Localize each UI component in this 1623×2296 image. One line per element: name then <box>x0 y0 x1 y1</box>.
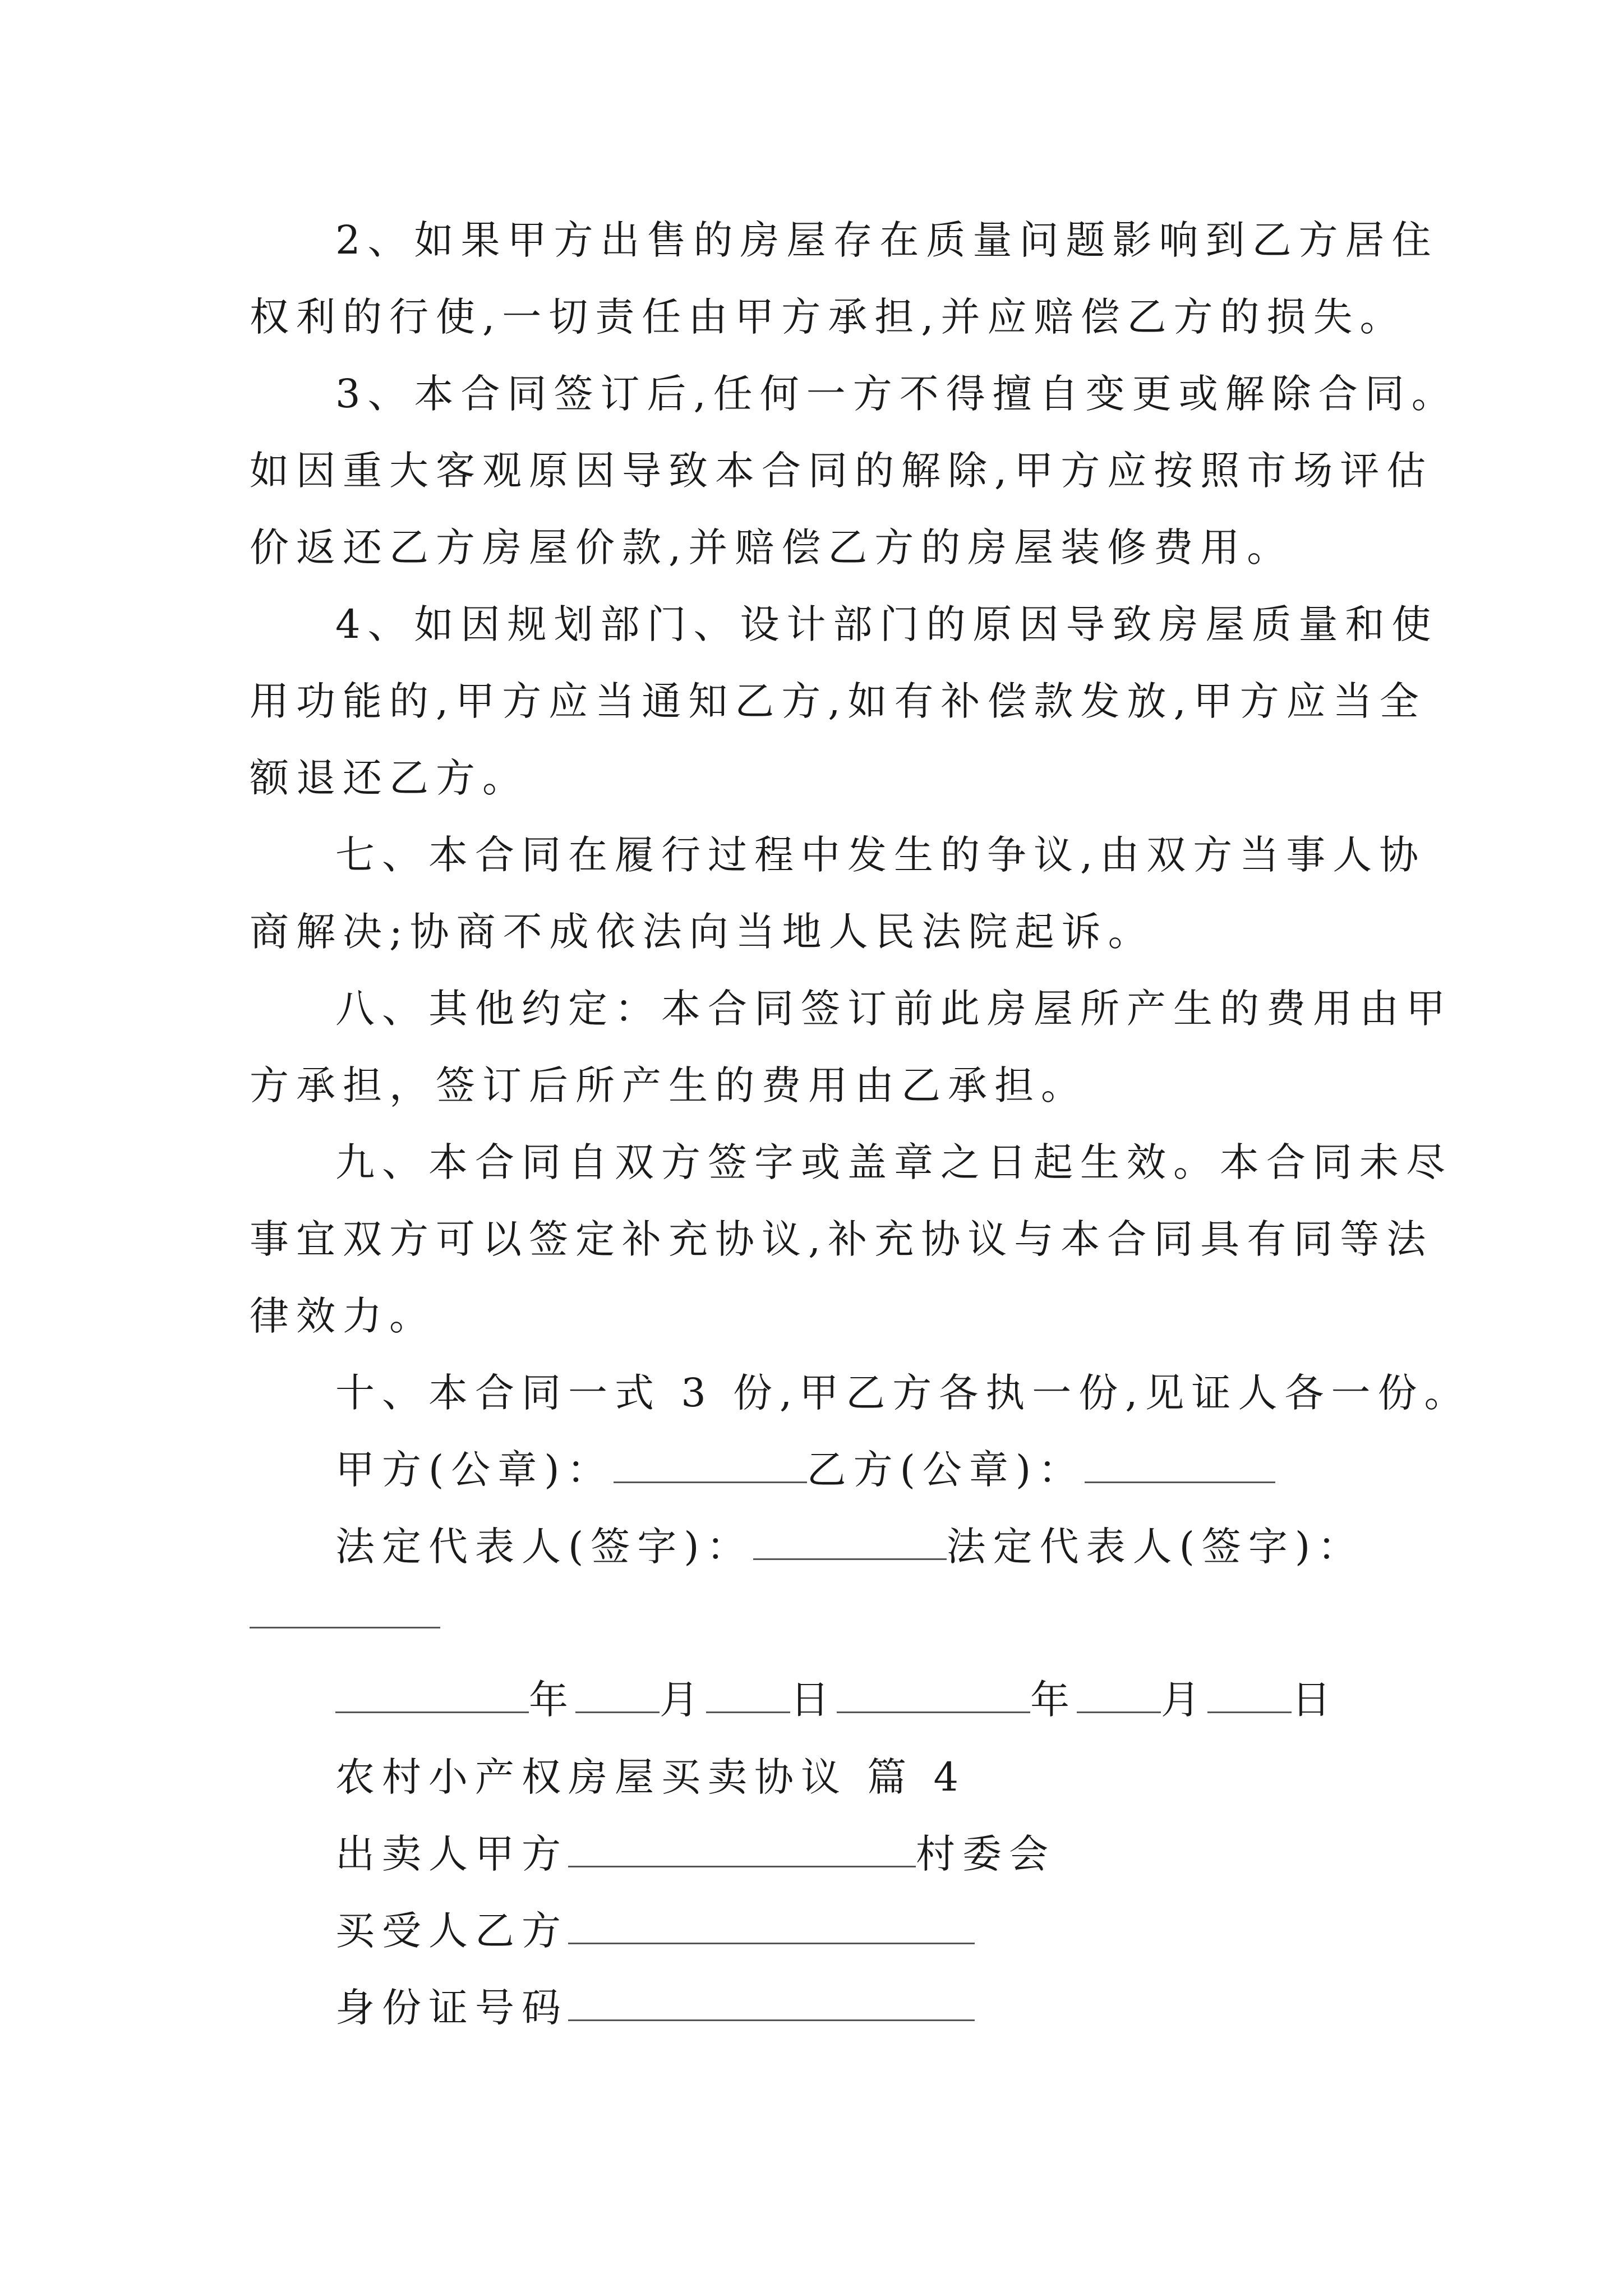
party-a-seal-label: 甲方(公章)： <box>335 1447 614 1493</box>
buyer-label: 买受人乙方 <box>335 1908 568 1954</box>
buyer-blank <box>568 1909 975 1944</box>
day-b-label: 日 <box>1292 1677 1338 1723</box>
day-a-blank <box>706 1678 790 1713</box>
year-a-label: 年 <box>529 1677 575 1723</box>
clause-2-line-2: 权利的行使,一切责任由甲方承担,并应赔偿乙方的损失。 <box>250 294 1407 340</box>
year-b-blank <box>837 1678 1030 1713</box>
clause-7-line-1: 七、本合同在履行过程中发生的争议,由双方当事人协 <box>335 832 1426 878</box>
representative-line <box>335 1519 1364 1575</box>
day-b-blank <box>1207 1678 1292 1713</box>
clause-4-line-2: 用功能的,甲方应当通知乙方,如有补偿款发放,甲方应当全 <box>250 678 1426 724</box>
seal-line <box>335 1442 1275 1498</box>
month-b-blank <box>1077 1678 1161 1713</box>
party-a-rep-blank <box>753 1525 947 1560</box>
clause-3-line-3: 价返还乙方房屋价款,并赔偿乙方的房屋装修费用。 <box>250 524 1294 570</box>
clause-9-line-1: 九、本合同自双方签字或盖章之日起生效。本合同未尽 <box>335 1139 1453 1185</box>
seller-suffix: 村委会 <box>916 1831 1055 1877</box>
clause-3-line-2: 如因重大客观原因导致本合同的解除,甲方应按照市场评估 <box>250 448 1433 494</box>
section-title: 农村小产权房屋买卖协议 篇 4 <box>335 1754 966 1800</box>
month-b-label: 月 <box>1161 1677 1207 1723</box>
party-b-seal-label: 乙方(公章)： <box>806 1447 1085 1493</box>
clause-8-line-1: 八、其他约定：本合同签订前此房屋所产生的费用由甲 <box>335 986 1453 1032</box>
id-number-blank <box>568 1986 975 2021</box>
clause-9-line-3: 律效力。 <box>250 1293 436 1339</box>
seller-label: 出卖人甲方 <box>335 1831 568 1877</box>
clause-10-line: 十、本合同一式 3 份,甲乙方各执一份,见证人各一份。 <box>335 1370 1471 1416</box>
party-b-rep-blank <box>250 1627 440 1628</box>
day-a-label: 日 <box>790 1677 837 1723</box>
clause-4-line-3: 额退还乙方。 <box>250 755 529 801</box>
clause-4-line-1: 4、如因规划部门、设计部门的原因导致房屋质量和使 <box>335 601 1438 647</box>
id-number-label: 身份证号码 <box>335 1985 568 2031</box>
date-line <box>335 1672 1338 1728</box>
party-b-seal-blank <box>1085 1448 1275 1483</box>
party-a-rep-label: 法定代表人(签字)： <box>335 1524 753 1570</box>
year-a-blank <box>335 1678 529 1713</box>
month-a-blank <box>575 1678 660 1713</box>
clause-7-line-2: 商解决;协商不成依法向当地人民法院起诉。 <box>250 909 1155 955</box>
clause-3-line-1: 3、本合同签订后,任何一方不得擅自变更或解除合同。 <box>335 371 1458 417</box>
id-number-line <box>335 1980 975 2036</box>
clause-8-line-2: 方承担，签订后所产生的费用由乙承担。 <box>250 1062 1087 1108</box>
seller-blank <box>568 1832 916 1867</box>
party-a-seal-blank <box>614 1448 807 1483</box>
clause-9-line-2: 事宜双方可以签定补充协议,补充协议与本合同具有同等法 <box>250 1216 1433 1262</box>
buyer-line <box>335 1903 975 1959</box>
seller-line <box>335 1826 1055 1882</box>
month-a-label: 月 <box>660 1677 706 1723</box>
year-b-label: 年 <box>1030 1677 1077 1723</box>
clause-2-line-1: 2、如果甲方出售的房屋存在质量问题影响到乙方居住 <box>335 217 1438 263</box>
party-b-rep-label: 法定代表人(签字)： <box>946 1524 1364 1570</box>
